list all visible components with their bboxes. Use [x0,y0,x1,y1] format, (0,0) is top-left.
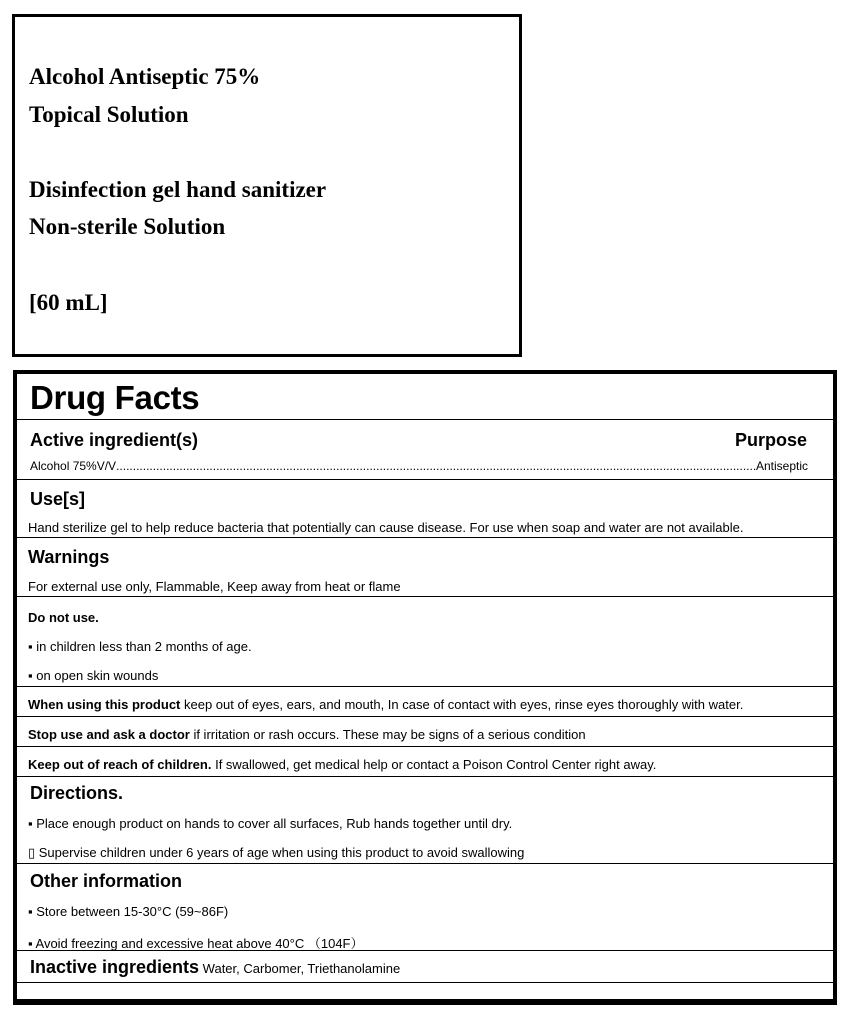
directions-item: ▯ Supervise children under 6 years of age when using this product to avoid swallowing [28,845,525,860]
leader-dots [116,459,756,473]
active-ingredient-name: Alcohol 75%V/V [30,459,117,473]
active-ingredients-section [17,421,833,480]
inactive-ingredients-text: Water, Carbomer, Triethanolamine [199,961,401,976]
directions-heading: Directions. [30,783,124,803]
when-using-text: keep out of eyes, ears, and mouth, In case of contact with eyes, rinse eyes thoroughly with water. [180,697,744,712]
warnings-section [17,539,833,597]
do-not-use-item: ▪ in children less than 2 months of age. [28,639,252,654]
keep-out-line [28,757,656,772]
warnings-text: For external use only, Flammable, Keep away from heat or flame [28,579,401,594]
drug-facts-title: Drug Facts [30,379,200,416]
when-using-line [28,697,743,712]
product-label-box [12,14,522,357]
keep-out-section [17,748,833,777]
do-not-use-heading: Do not use. [28,610,99,625]
do-not-use-section [17,598,833,687]
stop-use-section [17,718,833,747]
stop-use-heading: Stop use and ask a doctor [28,727,190,742]
when-using-heading: When using this product [28,697,181,712]
purpose-heading: Purpose [734,430,807,450]
active-ingredient-purpose: Antiseptic [755,459,808,473]
stop-use-text: if irritation or rash occurs. These may be signs of a serious condition [189,727,586,742]
do-not-use-item: ▪ on open skin wounds [28,668,159,683]
other-information-item: ▪ Avoid freezing and excessive heat above 40°C （104F） [28,936,364,951]
other-information-heading: Other information [30,871,182,891]
uses-text: Hand sterilize gel to help reduce bacteria that potentially can cause disease. For use when soap and water are not available. [28,520,744,535]
keep-out-text: If swallowed, get medical help or contact a Poison Control Center right away. [211,757,657,772]
product-form: Topical Solution [29,102,189,127]
drug-facts-header [17,374,833,420]
inactive-ingredients-section [17,952,833,983]
directions-item: ▪ Place enough product on hands to cover all surfaces, Rub hands together until dry. [28,816,513,831]
active-ingredients-heading: Active ingredient(s) [30,430,199,450]
product-description: Disinfection gel hand sanitizer [29,177,327,202]
stop-use-line [28,727,586,742]
other-information-item: ▪ Store between 15-30°C (59~86F) [28,904,229,919]
product-volume: [60 mL] [29,290,108,315]
when-using-section [17,688,833,717]
keep-out-heading: Keep out of reach of children. [28,757,212,772]
uses-heading: Use[s] [30,489,86,509]
directions-section [17,778,833,864]
warnings-heading: Warnings [28,547,110,567]
inactive-ingredients-heading: Inactive ingredients [30,957,200,977]
uses-section [17,481,833,538]
inactive-ingredients-line [30,957,400,978]
other-information-section [17,865,833,951]
drug-facts-panel [13,370,837,1005]
active-ingredient-line [30,459,808,473]
product-sterility: Non-sterile Solution [29,214,226,239]
product-name: Alcohol Antiseptic 75% [29,64,261,89]
